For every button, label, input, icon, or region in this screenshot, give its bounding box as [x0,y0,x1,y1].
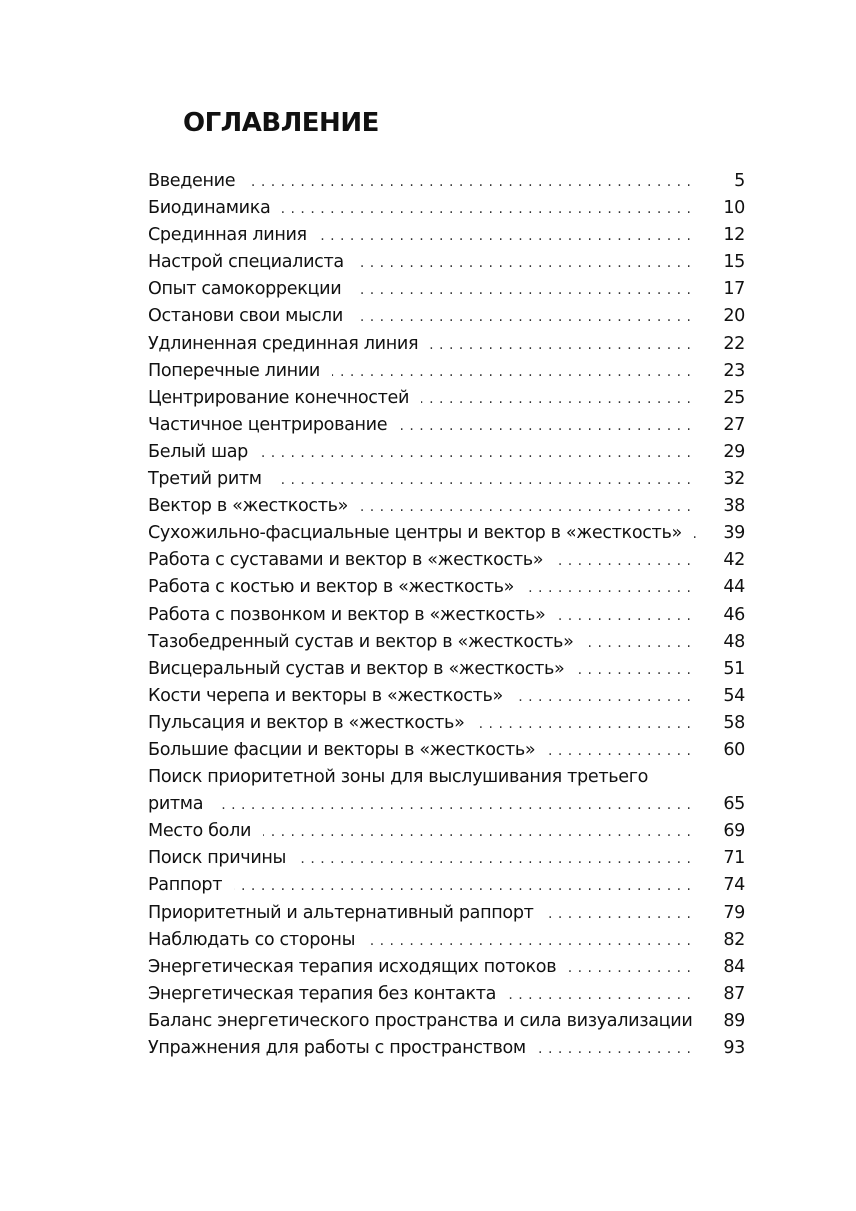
toc-entry-title: Баланс энергетического пространства и сила визуализации [148,1010,693,1031]
dot-leader [215,792,691,819]
toc-entry-page: 38 [723,496,745,517]
dot-leader [555,548,691,575]
dot-leader [557,603,691,630]
toc-entry-page: 60 [723,739,745,760]
dot-leader [508,982,691,1009]
toc-entry-title-continued: ритма [148,794,204,815]
toc-entry[interactable] [148,927,745,954]
toc-entry-title: Висцеральный сустав и вектор в «жесткость» [148,658,565,679]
toc-entry-title: Биодинамика [148,198,271,219]
toc-entry[interactable] [148,520,745,547]
toc-list [148,168,745,1062]
toc-entry-page: 15 [723,252,745,273]
toc-entry[interactable] [148,954,745,981]
dot-leader [355,304,691,331]
toc-entry-title: Тазобедренный сустав и вектор в «жесткость» [148,631,574,652]
dot-leader [356,250,691,277]
dot-leader [576,657,691,684]
toc-entry-page: 87 [723,983,745,1004]
toc-entry-page: 84 [723,956,745,977]
toc-entry-page: 65 [723,794,745,815]
toc-entry-page: 10 [723,198,745,219]
toc-entry[interactable] [148,195,745,222]
toc-entry-title: Приоритетный и альтернативный раппорт [148,902,534,923]
dot-leader [274,467,691,494]
dot-leader [546,901,691,928]
toc-entry-title: Вектор в «жесткость» [148,496,349,517]
toc-entry[interactable] [148,872,745,899]
toc-entry-page: 54 [723,685,745,706]
toc-entry[interactable] [148,493,745,520]
toc-entry-page: 71 [723,848,745,869]
toc-entry-title: Раппорт [148,875,223,896]
toc-entry-page: 12 [723,225,745,246]
toc-entry-title: Третий ритм [148,469,262,490]
toc-entry[interactable] [148,629,745,656]
toc-entry-page: 27 [723,414,745,435]
toc-entry-page: 51 [723,658,745,679]
dot-leader [247,169,691,196]
toc-entry[interactable] [148,385,745,412]
toc-entry-title: Настрой специалиста [148,252,344,273]
toc-entry-title: Белый шар [148,441,248,462]
dot-leader [476,711,691,738]
dot-leader [421,386,691,413]
toc-entry[interactable] [148,683,745,710]
dot-leader [686,521,697,548]
toc-entry-page: 93 [723,1038,745,1058]
toc-entry-page: 5 [734,171,745,191]
toc-entry-title: Центрирование конечностей [148,387,410,408]
toc-entry[interactable] [148,466,745,493]
page-title: ОГЛАВЛЕНИЕ [183,108,379,138]
toc-entry[interactable] [148,710,745,737]
dot-leader [526,575,691,602]
dot-leader [298,846,691,873]
toc-entry[interactable] [148,168,745,195]
toc-entry-page: 42 [723,550,745,571]
toc-entry-title: Работа с позвонком и вектор в «жесткость» [148,604,546,625]
toc-entry-page: 58 [723,712,745,733]
toc-entry[interactable] [148,1035,745,1062]
toc-entry[interactable] [148,845,745,872]
toc-entry-title: Упражнения для работы с пространством [148,1038,526,1058]
dot-leader [367,928,691,955]
toc-entry-title: Энергетическая терапия исходящих потоков [148,956,557,977]
dot-leader [538,1036,691,1063]
toc-entry-page: 32 [723,469,745,490]
toc-entry-title: Работа с суставами и вектор в «жесткость» [148,550,544,571]
dot-leader [332,359,691,386]
toc-entry-title: Поиск приоритетной зоны для выслушивания третьего [148,767,649,788]
toc-entry[interactable] [148,547,745,574]
toc-entry[interactable] [148,574,745,601]
toc-entry[interactable] [148,276,745,303]
toc-entry[interactable] [148,656,745,683]
toc-entry[interactable] [148,358,745,385]
dot-leader [319,223,691,250]
toc-entry-page: 22 [723,333,745,354]
toc-entry-title: Частичное центрирование [148,414,388,435]
toc-entry-title: Место боли [148,821,252,842]
toc-entry-title: Работа с костью и вектор в «жесткость» [148,577,515,598]
toc-entry-title: Введение [148,171,236,191]
toc-entry-title: Большие фасции и векторы в «жесткость» [148,739,536,760]
toc-entry-title: Кости черепа и векторы в «жесткость» [148,685,503,706]
dot-leader [430,332,691,359]
dot-leader [515,684,691,711]
dot-leader [568,955,691,982]
toc-entry[interactable] [148,602,745,629]
toc-entry-page: 25 [723,387,745,408]
toc-entry[interactable] [148,439,745,466]
toc-entry-page: 48 [723,631,745,652]
toc-entry-title: Опыт самокоррекции [148,279,342,300]
toc-entry-title: Поиск причины [148,848,287,869]
dot-leader [282,196,691,223]
toc-entry-page: 39 [723,523,745,544]
toc-entry-title: Наблюдать со стороны [148,929,356,950]
toc-entry-page: 74 [723,875,745,896]
toc-entry[interactable] [148,303,745,330]
dot-leader [234,873,691,900]
toc-entry-page: 23 [723,360,745,381]
toc-entry-page: 82 [723,929,745,950]
dot-leader [260,440,691,467]
toc-entry-title: Энергетическая терапия без контакта [148,983,497,1004]
dot-leader [353,277,691,304]
toc-entry-title: Пульсация и вектор в «жесткость» [148,712,465,733]
dot-leader [586,630,692,657]
toc-entry[interactable] [148,331,745,358]
toc-entry-title: Сухожильно-фасциальные центры и вектор в «жесткость» [148,523,682,544]
dot-leader [360,494,691,521]
toc-entry-page: 29 [723,441,745,462]
toc-entry-title: Останови свои мысли [148,306,343,327]
toc-entry-title: Поперечные линии [148,360,320,381]
dot-leader [547,738,691,765]
toc-entry-page: 79 [723,902,745,923]
toc-entry[interactable] [148,412,745,439]
toc-entry[interactable] [148,249,745,276]
toc-entry[interactable] [148,737,745,764]
toc-entry-page: 89 [723,1010,745,1031]
toc-entry-page: 44 [723,577,745,598]
toc-entry-page: 17 [723,279,745,300]
toc-entry[interactable] [148,818,745,845]
toc-entry[interactable] [148,900,745,927]
toc-entry[interactable] [148,981,745,1008]
toc-entry-page: 20 [723,306,745,327]
dot-leader [263,819,691,846]
toc-entry-title: Срединная линия [148,225,307,246]
toc-entry-page: 46 [723,604,745,625]
toc-entry[interactable] [148,222,745,249]
dot-leader [696,1009,697,1036]
toc-entry-title: Удлиненная срединная линия [148,333,419,354]
toc-entry[interactable] [148,1008,745,1035]
dot-leader [399,413,691,440]
toc-entry-page: 69 [723,821,745,842]
toc-entry[interactable] [148,764,745,818]
